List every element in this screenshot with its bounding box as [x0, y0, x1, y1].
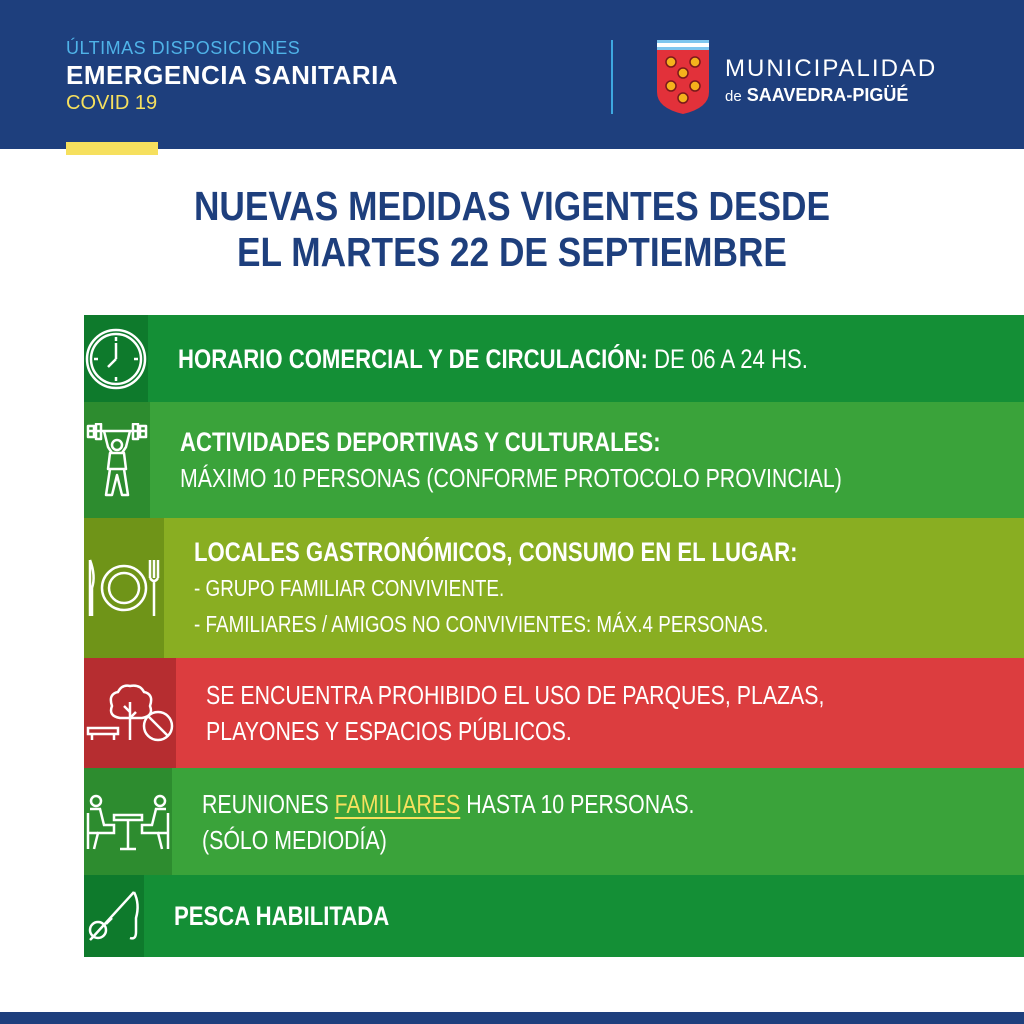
row-pre: REUNIONES	[202, 788, 335, 819]
row-text-cell	[148, 315, 1024, 402]
row-text-1	[202, 786, 907, 822]
row-detail-1: - GRUPO FAMILIAR CONVIVIENTE.	[194, 575, 505, 601]
measure-row-sports	[84, 402, 968, 518]
row-label: HORARIO COMERCIAL Y DE CIRCULACIÓN:	[178, 343, 648, 374]
municipality-city	[725, 85, 908, 106]
footer-bar	[0, 1012, 1024, 1024]
municipal-shield-logo	[655, 40, 711, 114]
row-text: PESCA HABILITADA	[174, 901, 390, 931]
row-icon-cell	[84, 658, 176, 768]
clock-icon	[84, 327, 148, 391]
row-icon-cell	[84, 518, 164, 658]
row-text-cell	[150, 402, 1024, 518]
municipality-name: MUNICIPALIDAD	[725, 55, 938, 82]
row-value: DE 06 A 24 HS.	[647, 343, 808, 374]
measure-row-parks	[84, 658, 968, 768]
yellow-accent-bar	[66, 142, 158, 155]
measure-row-hours	[84, 315, 968, 402]
header-kicker: ÚLTIMAS DISPOSICIONES	[66, 38, 301, 58]
row-text-cell	[144, 875, 1024, 957]
row-detail-2: - FAMILIARES / AMIGOS NO CONVIVIENTES: MÁX.4 PERSONAS.	[194, 611, 769, 637]
page-title	[72, 183, 953, 275]
header-divider	[611, 40, 613, 114]
municipality-city-name: SAAVEDRA-PIGÜÉ	[746, 85, 909, 105]
weightlifter-icon	[84, 423, 150, 497]
measures-table	[84, 315, 968, 957]
row-icon-cell	[84, 768, 172, 875]
measure-row-fishing	[84, 875, 968, 957]
row-icon-cell	[84, 402, 150, 518]
plate-cutlery-icon	[84, 556, 164, 620]
row-title: LOCALES GASTRONÓMICOS, CONSUMO EN EL LUGAR:	[194, 537, 798, 567]
measure-row-restaurants	[84, 518, 968, 658]
header-banner	[0, 0, 1024, 149]
row-text-1: SE ENCUENTRA PROHIBIDO EL USO DE PARQUES, PLAZAS,	[206, 680, 825, 710]
row-title: ACTIVIDADES DEPORTIVAS Y CULTURALES:	[180, 427, 661, 457]
header-title: EMERGENCIA SANITARIA	[66, 60, 399, 90]
row-text-2: PLAYONES Y ESPACIOS PÚBLICOS.	[206, 716, 572, 746]
row-icon-cell	[84, 315, 148, 402]
row-icon-cell	[84, 875, 144, 957]
header-subtitle: COVID 19	[66, 92, 158, 114]
meeting-table-icon	[84, 793, 172, 851]
row-text	[178, 341, 883, 377]
row-post: HASTA 10 PERSONAS.	[460, 788, 695, 819]
row-detail: MÁXIMO 10 PERSONAS (CONFORME PROTOCOLO PROVINCIAL)	[180, 463, 842, 493]
municipality-de: de	[725, 88, 742, 105]
row-highlight: FAMILIARES	[334, 788, 461, 819]
row-text-2: (SÓLO MEDIODÍA)	[202, 824, 387, 855]
title-line-1: NUEVAS MEDIDAS VIGENTES DESDE	[193, 183, 831, 229]
row-text-cell	[164, 518, 1024, 658]
row-text-cell	[172, 768, 1024, 875]
fishing-icon	[84, 888, 144, 944]
measure-row-family-meetings	[84, 768, 968, 875]
park-prohibited-icon	[84, 682, 176, 744]
row-text-cell	[176, 658, 1024, 768]
title-line-2: EL MARTES 22 DE SEPTIEMBRE	[237, 229, 787, 275]
